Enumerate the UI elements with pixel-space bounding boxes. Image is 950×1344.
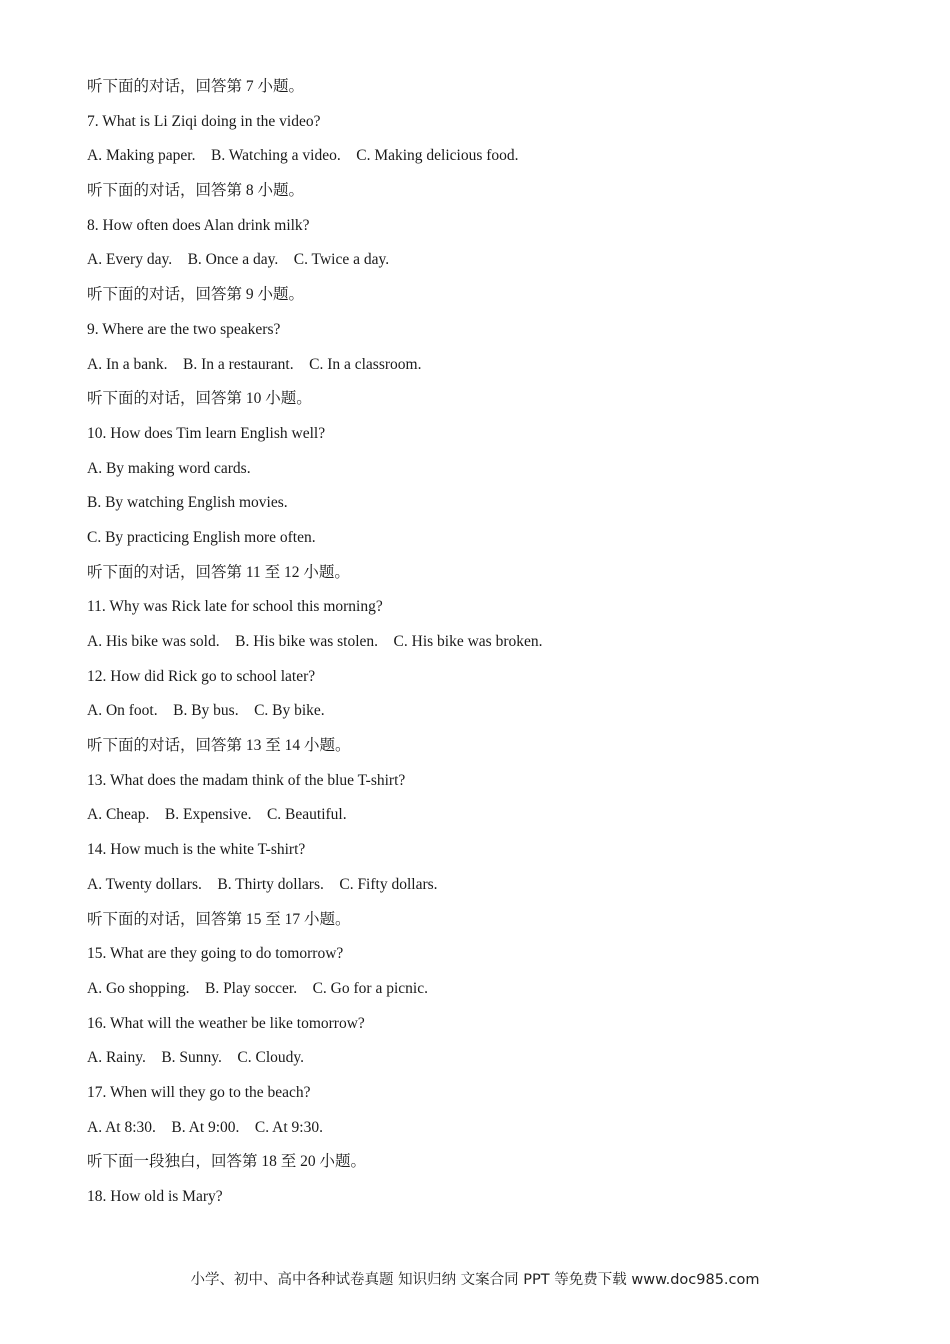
options-14: A. Twenty dollars. B. Thirty dollars. C. Fifty dollars. <box>87 875 438 893</box>
section-instruction: 听下面的对话，回答第 10 小题。 <box>87 390 312 408</box>
section-instruction: 听下面的对话，回答第 15 至 17 小题。 <box>87 910 351 928</box>
document-body <box>87 70 887 1215</box>
question-14: 14. How much is the white T-shirt? <box>87 841 306 859</box>
section-instruction: 听下面一段独白，回答第 18 至 20 小题。 <box>87 1153 367 1171</box>
question-13: 13. What does the madam think of the blue T-shirt? <box>87 771 406 789</box>
options-16: A. Rainy. B. Sunny. C. Cloudy. <box>87 1049 305 1067</box>
options-15: A. Go shopping. B. Play soccer. C. Go for a picnic. <box>87 979 428 997</box>
question-15: 15. What are they going to do tomorrow? <box>87 945 344 963</box>
option-10b: B. By watching English movies. <box>87 494 288 512</box>
section-instruction: 听下面的对话，回答第 11 至 12 小题。 <box>87 563 350 581</box>
option-10a: A. By making word cards. <box>87 459 251 477</box>
question-10: 10. How does Tim learn English well? <box>87 424 326 442</box>
question-17: 17. When will they go to the beach? <box>87 1083 311 1101</box>
options-8: A. Every day. B. Once a day. C. Twice a day. <box>87 251 390 269</box>
option-10c: C. By practicing English more often. <box>87 528 316 546</box>
question-16: 16. What will the weather be like tomorrow? <box>87 1014 365 1032</box>
section-instruction: 听下面的对话，回答第 13 至 14 小题。 <box>87 737 351 755</box>
question-11: 11. Why was Rick late for school this morning? <box>87 598 383 616</box>
question-7: 7. What is Li Ziqi doing in the video? <box>87 112 321 130</box>
section-instruction: 听下面的对话，回答第 8 小题。 <box>87 182 305 200</box>
question-9: 9. Where are the two speakers? <box>87 320 281 338</box>
options-9: A. In a bank. B. In a restaurant. C. In a classroom. <box>87 355 422 373</box>
options-7: A. Making paper. B. Watching a video. C. Making delicious food. <box>87 147 519 165</box>
options-17: A. At 8:30. B. At 9:00. C. At 9:30. <box>87 1118 323 1136</box>
page-footer: 小学、初中、高中各种试卷真题 知识归纳 文案合同 PPT 等免费下载 www.doc985.com <box>190 1272 760 1288</box>
options-13: A. Cheap. B. Expensive. C. Beautiful. <box>87 806 347 824</box>
options-12: A. On foot. B. By bus. C. By bike. <box>87 702 325 720</box>
section-instruction: 听下面的对话，回答第 9 小题。 <box>87 286 305 304</box>
question-8: 8. How often does Alan drink milk? <box>87 216 310 234</box>
section-instruction: 听下面的对话，回答第 7 小题。 <box>87 78 305 95</box>
question-18: 18. How old is Mary? <box>87 1188 223 1205</box>
options-11: A. His bike was sold. B. His bike was stolen. C. His bike was broken. <box>87 633 543 650</box>
question-12: 12. How did Rick go to school later? <box>87 667 316 685</box>
